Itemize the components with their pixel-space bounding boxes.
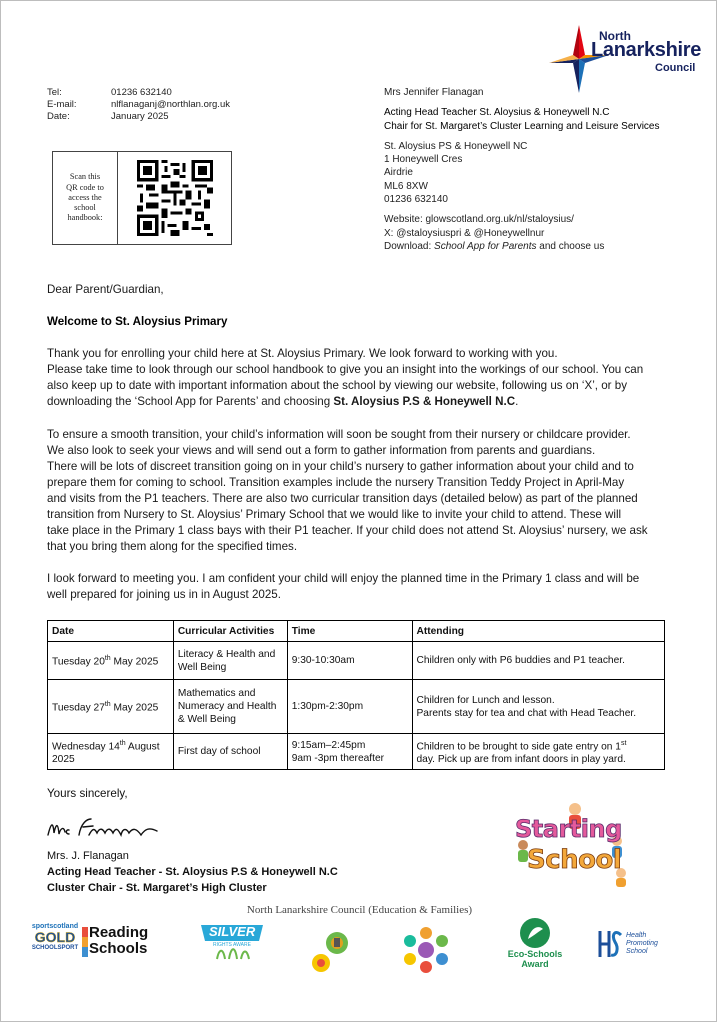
sportscotland-label: sportscotland (31, 923, 79, 930)
row3-date-sup: th (119, 740, 126, 747)
greeting: Dear Parent/Guardian, (47, 283, 164, 296)
promoting-label: Promoting (626, 940, 658, 947)
download-line (384, 240, 660, 253)
download-prefix: Download: (384, 240, 435, 252)
reading-label: Reading (89, 924, 149, 941)
qr-caption-l1: Scan this (69, 172, 101, 182)
signature-image (45, 813, 175, 847)
address-line4: ML6 8XW (384, 180, 428, 192)
row1-date-a: Tuesday 20 (52, 656, 105, 668)
reading-schools-badge (89, 925, 171, 961)
sender-block (384, 86, 660, 253)
schools-label: Schools (89, 940, 148, 957)
para2-line4: prepare them for coming to school. Transition examples include the nursery Transition Teddy Project in April-May (47, 475, 625, 489)
row1-time: 9:30-10:30am (287, 642, 412, 680)
date-value: January 2025 (111, 111, 169, 122)
para2-line8: that you bring them along for the specified times. (47, 540, 298, 554)
council-logo-line2: Lanarkshire (591, 39, 702, 61)
row1-activity (173, 642, 287, 680)
school-word: School (527, 845, 622, 875)
tel-label: Tel: (47, 87, 62, 98)
row3-date-b: August (125, 741, 160, 753)
qr-caption (53, 152, 118, 244)
school-health-label: School (626, 948, 648, 955)
para1-line4 (47, 394, 687, 410)
row3-activity: First day of school (173, 734, 287, 770)
row3-time-l1: 9:15am–2:45pm (291, 739, 366, 751)
row2-activity-l2: Numeracy and Health (177, 701, 277, 712)
header-time: Time (287, 621, 412, 642)
transition-schedule-table (47, 620, 665, 770)
header-activities: Curricular Activities (173, 621, 287, 642)
starting-school-graphic (509, 801, 637, 887)
eco-award-label: Award (521, 959, 549, 969)
health-hs-icon (597, 929, 623, 959)
sender-role1: Acting Head Teacher St. Aloysius & Honeywell N.C (384, 107, 610, 119)
tel-value: 01236 632140 (111, 87, 172, 98)
row2-date-b: May 2025 (110, 702, 159, 714)
row2-date (48, 680, 174, 734)
silver-rights-aware-badge (199, 923, 265, 963)
qr-box (52, 151, 232, 245)
qr-caption-l2: QR code to (66, 182, 104, 192)
row1-date-sup: th (104, 655, 111, 663)
row1-activity-l2: Well Being (177, 661, 227, 673)
welcome-heading: Welcome to St. Aloysius Primary (47, 315, 228, 329)
para1-line4c: . (515, 395, 519, 409)
sportscotland-gold-badge (29, 923, 81, 965)
row3-attending-l2: day. Pick up are from infant doors in play yard. (416, 754, 626, 766)
council-logo-line1: North (599, 29, 631, 43)
social-line: X: @staloysiuspri & @Honeywellnur (384, 227, 545, 239)
qr-caption-l3: access the (68, 192, 102, 202)
signoff-name: Mrs. J. Flanagan (47, 850, 129, 862)
row2-activity-l3: & Well Being (177, 714, 236, 725)
row2-attending-l2: Parents stay for tea and chat with Head Teacher. (416, 707, 637, 719)
school-badge-cluster (399, 925, 453, 975)
eco-flag-icon (519, 917, 551, 949)
sender-role2: Chair for St. Margaret’s Cluster Learning and Leisure Services (384, 120, 660, 132)
row2-time: 1:30pm-2:30pm (287, 680, 412, 734)
silver-label: SILVER (209, 924, 256, 939)
flower-cluster-icon (399, 925, 453, 975)
starting-word: Starting (515, 815, 622, 843)
qr-code-icon[interactable] (137, 160, 213, 236)
download-app: School App for Parents (434, 240, 537, 252)
para2-line5: and visits from the P1 teachers. There are also two curricular transition days (detailed below) as part of the planned (47, 491, 638, 505)
row3-date-a: Wednesday 14 (52, 741, 120, 753)
school-name-bold: St. Aloysius P.S & Honeywell N.C (333, 395, 516, 409)
letter-body (47, 282, 687, 604)
row3-attending-a: Children to be brought to side gate entry on 1 (416, 741, 621, 753)
header-attending: Attending (412, 621, 665, 642)
footer-text: North Lanarkshire Council (Education & Families) (246, 904, 473, 916)
row3-date-c: 2025 (52, 754, 75, 766)
signoff-title2: Cluster Chair - St. Margaret’s High Cluster (47, 882, 267, 894)
row2-activity (173, 680, 287, 734)
eco-schools-badge (503, 917, 567, 975)
schoolsport-label: SCHOOLSPORT (31, 945, 79, 951)
contact-block (47, 87, 230, 123)
row1-attending: Children only with P6 buddies and P1 teacher. (412, 642, 665, 680)
para1-line3: also keep up to date with important information about the school by viewing our website, following us on ‘X’, or by (47, 379, 628, 393)
sender-name: Mrs Jennifer Flanagan (384, 87, 484, 98)
row2-attending-l1: Children for Lunch and lesson. (416, 694, 555, 706)
row3-time-l2: 9am -3pm thereafter (291, 752, 384, 764)
para2-line6: transition from Nursery to St. Aloysius’ Primary School that we would like to invite your child to attend. These will (47, 508, 622, 522)
signoff-title1: Acting Head Teacher - St. Aloysius P.S & Honeywell N.C (47, 866, 338, 878)
download-suffix: and choose us (536, 240, 605, 252)
row2-activity-l1: Mathematics and (177, 688, 256, 699)
row2-date-a: Tuesday 27 (52, 702, 105, 714)
table-row (48, 734, 665, 770)
website-line: Website: glowscotland.org.uk/nl/staloysius/ (384, 214, 574, 226)
health-promoting-badge (597, 929, 677, 963)
health-label: Health (626, 932, 647, 939)
row3-attending-sup: st (620, 740, 627, 747)
para3-line2: well prepared for joining us in in August 2025. (47, 588, 281, 602)
address-line3: Airdrie (384, 167, 413, 179)
table-header-row (48, 621, 665, 642)
row3-date (48, 734, 174, 770)
row3-time (287, 734, 412, 770)
header-date: Date (48, 621, 174, 642)
qr-caption-l4: school (74, 203, 96, 213)
row1-activity-l1: Literacy & Health and (177, 648, 276, 660)
para2-line2: We also look to seek your views and will send out a form to gather information from parents and guardians. (47, 443, 596, 457)
para1-line2: Please take time to look through our school handbook to give you an insight into the workings of our school. You can (47, 363, 644, 377)
para2-line1: To ensure a smooth transition, your child’s information will soon be sought from their nursery or childcare provider. (47, 427, 631, 441)
row3-attending (412, 734, 665, 770)
address-line2: 1 Honeywell Cres (384, 154, 463, 166)
closing: Yours sincerely, (47, 787, 128, 800)
school-badge-sunflower (309, 929, 353, 975)
rights-aware-label: RIGHTS AWARE (213, 942, 251, 948)
table-row (48, 642, 665, 680)
council-logo (549, 25, 709, 95)
row1-date (48, 642, 174, 680)
row2-date-sup: th (104, 701, 111, 709)
council-logo-line3: Council (655, 62, 696, 74)
row1-date-b: May 2025 (110, 656, 159, 668)
sunflower-crest-icon (309, 929, 353, 975)
email-value: nlflanaganj@northlan.org.uk (111, 99, 230, 110)
book-icon (82, 927, 88, 957)
para1-line4a: downloading the ‘School App for Parents’ and choosing (47, 395, 334, 409)
qr-caption-l5: handbook: (67, 213, 103, 223)
address-phone: 01236 632140 (384, 194, 448, 206)
signoff-block (47, 848, 338, 896)
para1-line1: Thank you for enrolling your child here at St. Aloysius Primary. We look forward to working with you. (47, 347, 558, 361)
row2-attending (412, 680, 665, 734)
table-row (48, 680, 665, 734)
email-label: E-mail: (47, 99, 77, 110)
address-line1: St. Aloysius PS & Honeywell NC (384, 140, 528, 152)
gold-label: GOLD (34, 929, 76, 945)
para2-line3: There will be lots of discreet transition going on in your child’s nursery to gather information about your child and to (47, 459, 634, 473)
eco-schools-label: Eco-Schools (507, 949, 563, 959)
para2-line7: take place in the Primary 1 class bays with their P1 teacher. If your child does not attend St. Aloysius’ nursery, we ask (47, 524, 648, 538)
date-label: Date: (47, 111, 70, 122)
para3-line1: I look forward to meeting you. I am confident your child will enjoy the planned time in the Primary 1 class and will be (47, 572, 640, 586)
